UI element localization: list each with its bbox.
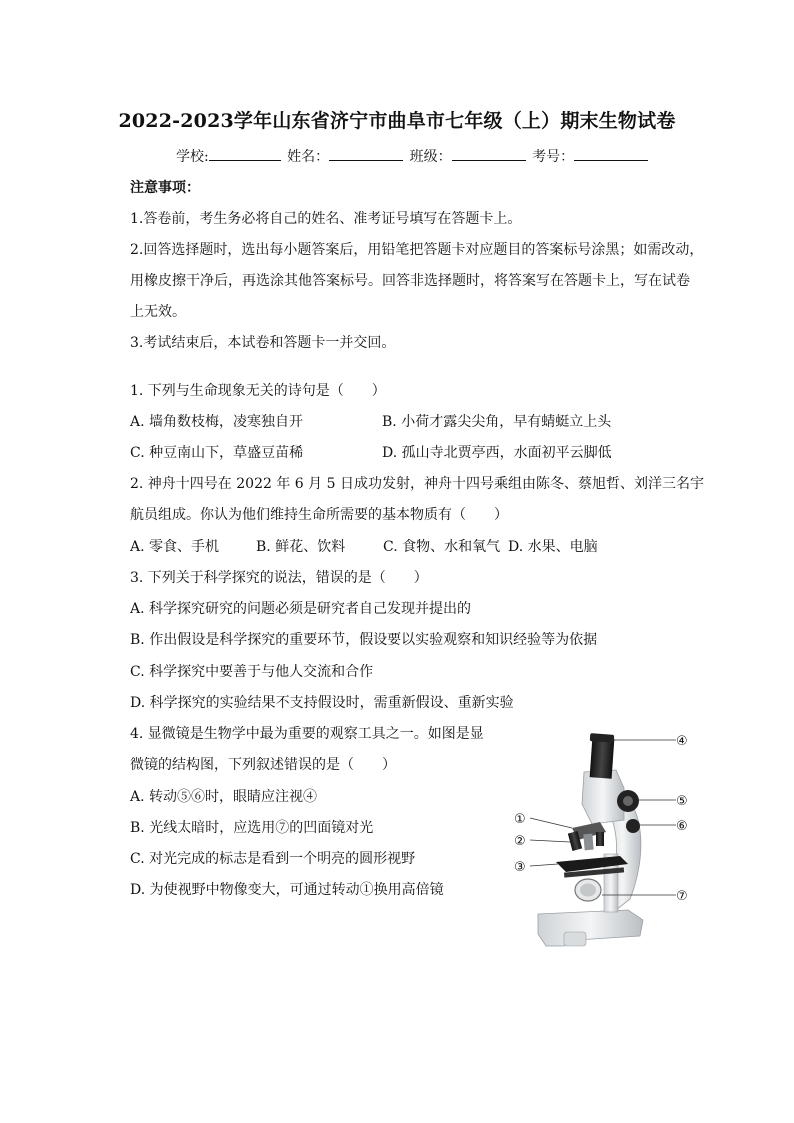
question-3-option-d: D. 科学探究的实验结果不支持假设时，需重新假设、重新实验 — [130, 695, 514, 711]
name-blank — [329, 146, 403, 161]
question-1-option-d: D. 孤山寺北贾亭西，水面初平云脚低 — [382, 445, 612, 461]
figure-label-1: ① — [514, 812, 526, 827]
figure-label-4: ④ — [676, 734, 688, 749]
question-3-stem: 3. 下列关于科学探究的说法，错误的是（ ） — [130, 570, 428, 586]
question-1-option-c: C. 种豆南山下，草盛豆苗稀 — [130, 445, 304, 461]
figure-label-6: ⑥ — [676, 819, 688, 834]
student-info-row — [176, 146, 650, 166]
question-1-option-a: A. 墙角数枝梅，凌寒独自开 — [130, 414, 304, 430]
question-4-stem: 4. 显微镜是生物学中最为重要的观察工具之一。如图是显 — [130, 726, 484, 742]
question-2-option-a: A. 零食、手机 — [130, 539, 220, 555]
school-blank — [209, 146, 281, 161]
figure-label-2: ② — [514, 834, 526, 849]
question-2-stem: 2. 神舟十四号在 2022 年 6 月 5 日成功发射，神舟十四号乘组由陈冬、蔡旭哲、刘洋三名宇 — [130, 476, 704, 492]
question-4-option-d: D. 为使视野中物像变大，可通过转动①换用高倍镜 — [130, 882, 444, 898]
class-label: 班级： — [409, 149, 452, 165]
question-1-option-b: B. 小荷才露尖尖角，早有蜻蜓立上头 — [382, 414, 612, 430]
notice-item: 3.考试结束后，本试卷和答题卡一并交回。 — [130, 335, 396, 351]
question-4-option-c: C. 对光完成的标志是看到一个明亮的圆形视野 — [130, 851, 416, 867]
page-title: 2022-2023学年山东省济宁市曲阜市七年级（上）期末生物试卷 — [118, 110, 676, 132]
question-3-option-b: B. 作出假设是科学探究的重要环节，假设要以实验观察和知识经验等为依据 — [130, 632, 598, 648]
notice-item: 2.回答选择题时，选出每小题答案后，用铅笔把答题卡对应题目的答案标号涂黑；如需改动， — [130, 242, 704, 258]
question-3-option-c: C. 科学探究中要善于与他人交流和合作 — [130, 664, 374, 680]
question-2-option-d: D. 水果、电脑 — [508, 539, 598, 555]
question-4-option-b: B. 光线太暗时，应选用⑦的凹面镜对光 — [130, 820, 374, 836]
notice-item: 1.答卷前，考生务必将自己的姓名、准考证号填写在答题卡上。 — [130, 211, 522, 227]
school-label: 学校: — [176, 149, 209, 165]
notice-heading: 注意事项： — [130, 180, 200, 196]
question-1-stem: 1. 下列与生命现象无关的诗句是（ ） — [130, 383, 386, 399]
class-blank — [452, 146, 526, 161]
name-label: 姓名： — [287, 149, 330, 165]
question-4-option-a: A. 转动⑤⑥时，眼睛应注视④ — [130, 789, 318, 805]
question-2-option-b: B. 鲜花、饮料 — [256, 539, 346, 555]
question-2-stem-cont: 航员组成。你认为他们维持生命所需要的基本物质有（ ） — [130, 507, 508, 523]
exam-no-blank — [574, 146, 648, 161]
question-2-option-c: C. 食物、水和氧气 — [383, 539, 501, 555]
notice-item: 上无效。 — [130, 304, 186, 320]
figure-label-5: ⑤ — [676, 794, 688, 809]
figure-label-3: ③ — [514, 860, 526, 875]
notice-item: 用橡皮擦干净后，再选涂其他答案标号。回答非选择题时，将答案写在答题卡上，写在试卷 — [130, 273, 690, 289]
question-4-stem-cont: 微镜的结构图，下列叙述错误的是（ ） — [130, 757, 396, 773]
figure-label-7: ⑦ — [676, 889, 688, 904]
exam-no-label: 考号： — [532, 149, 575, 165]
microscope-figure — [508, 724, 698, 954]
question-3-option-a: A. 科学探究研究的问题必须是研究者自己发现并提出的 — [130, 601, 472, 617]
